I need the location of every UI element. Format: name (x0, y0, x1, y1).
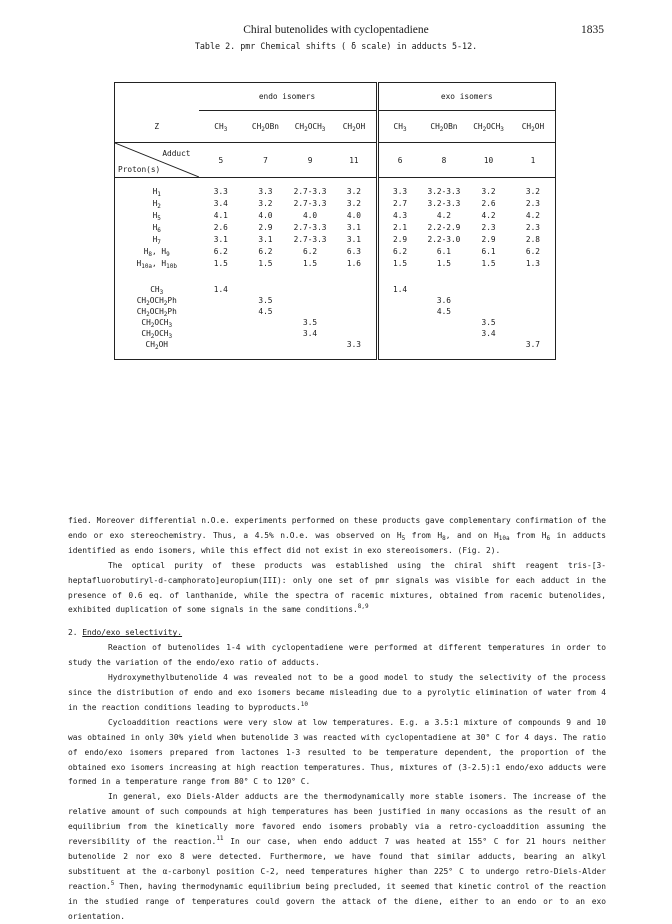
shift-value: 2.1 (377, 222, 422, 234)
protons-label: Proton(s) (118, 165, 161, 174)
shift-value (377, 339, 422, 350)
row-label: $CH_2OCH_3$ (115, 317, 199, 328)
shift-value: 6.2 (377, 246, 422, 258)
shift-value: 2.7-3.3 (293, 187, 327, 196)
shift-value: 3.4 (213, 199, 228, 208)
shift-value (422, 328, 467, 339)
shift-value: 3.3 (258, 187, 273, 196)
z-label: Z (115, 111, 199, 143)
row-label: $H_2$ (115, 198, 199, 210)
row-label: $CH_2OCH_3$ (115, 328, 199, 339)
shift-value: 6.2 (303, 247, 318, 256)
shift-value: 1.5 (303, 259, 318, 268)
shift-value: 1.4 (377, 284, 422, 295)
shift-value (199, 328, 244, 339)
shift-value: 6.2 (258, 247, 273, 256)
shift-value (288, 295, 333, 306)
z-exo: $CH_2OBn$ (430, 122, 458, 133)
adduct-number: 11 (332, 143, 377, 178)
z-exo: $CH_2OCH_3$ (473, 122, 504, 133)
shift-value (422, 284, 467, 295)
adduct-label: Adduct (162, 149, 191, 158)
shift-value: 3.7 (511, 339, 556, 350)
shift-value (199, 295, 244, 306)
shift-value (377, 295, 422, 306)
z-endo: $CH_2OH$ (342, 122, 366, 133)
shift-value: 4.0 (346, 211, 361, 220)
shift-value: 3.3 (213, 187, 228, 196)
proton-row (115, 198, 556, 210)
shift-value (243, 328, 288, 339)
page-number: 1835 (581, 24, 604, 36)
body-text (68, 514, 606, 924)
paragraph-reaction: Reaction of butenolides 1-4 with cyclopentadiene were performed at different temperatures in order to study the variation of the endo/exo ratio of adducts. (68, 643, 606, 668)
proton-row (115, 246, 556, 258)
shift-value: 4.0 (303, 211, 318, 220)
shift-value (511, 284, 556, 295)
z-exo: $CH_2OH$ (511, 111, 556, 143)
shift-value (199, 317, 244, 328)
shift-value (288, 284, 333, 295)
adduct-number: 1 (511, 143, 556, 178)
shift-value (332, 295, 377, 306)
substituent-row (115, 284, 556, 295)
row-label: $CH_2OCH_2Ph$ (115, 295, 199, 306)
shift-value: 4.2 (436, 211, 451, 220)
shift-value: 2.7-3.3 (293, 199, 327, 208)
adduct-number: 7 (243, 143, 288, 178)
reference-superscript: 5 (110, 879, 115, 887)
shift-value: 2.8 (511, 234, 556, 246)
running-title: Chiral butenolides with cyclopentadiene (243, 24, 429, 36)
group-exo: exo isomers (377, 83, 556, 111)
z-endo: $CH_2OCH_3$ (294, 122, 326, 133)
row-label: $H_8$, $H_9$ (115, 246, 199, 258)
shift-value: 1.4 (213, 284, 228, 294)
shift-value: 2.6 (213, 223, 228, 232)
shift-value: 6.3 (346, 247, 361, 256)
shift-value: 1.5 (436, 259, 451, 268)
shift-value: 3.1 (258, 235, 273, 244)
row-label: $H_5$ (115, 210, 199, 222)
shift-value (422, 317, 467, 328)
shift-value: 2.9 (377, 234, 422, 246)
shift-value: 4.0 (258, 211, 273, 220)
z-endo: $CH_3$ (214, 122, 228, 133)
shift-value (377, 328, 422, 339)
paragraph-hydroxymethyl: Hydroxymethylbutenolide 4 was revealed not to be a good model to study the selectivity of the process since the distribution of endo and exo isomers became misleading due to a pyrolytic elimination of water from 4 in the reaction conditions leading to byproducts.$^{10}$ (68, 673, 606, 712)
shift-value (243, 339, 288, 350)
shift-value: 1.5 (481, 259, 496, 268)
shift-value: 3.1 (213, 235, 228, 244)
shift-value: 6.2 (213, 247, 228, 256)
shift-value: 2.6 (481, 199, 496, 208)
shift-value (332, 284, 377, 295)
group-endo: endo isomers (199, 83, 378, 111)
shift-value (511, 295, 556, 306)
shift-value: 3.3 (346, 339, 361, 349)
adduct-number: 6 (377, 143, 422, 178)
shift-value: 3.4 (303, 328, 318, 338)
shift-value: 3.2 (258, 199, 273, 208)
shift-value: 3.2 (346, 199, 361, 208)
shift-value: 3.1 (346, 223, 361, 232)
shift-value: 1.3 (511, 258, 556, 270)
adduct-number: 10 (466, 143, 511, 178)
shift-value: 1.5 (377, 258, 422, 270)
proton-row (115, 234, 556, 246)
shift-value: 3.1 (346, 235, 361, 244)
shift-value: 3.2-3.3 (427, 187, 461, 196)
reference-superscript: 11 (216, 835, 224, 843)
row-label: $CH_2OCH_2Ph$ (115, 306, 199, 317)
shift-value: 4.5 (436, 306, 451, 316)
shift-value: 2.2-3.0 (427, 235, 461, 244)
shift-value: 3.3 (377, 186, 422, 198)
row-label: $CH_2OH$ (115, 339, 199, 350)
shift-value: 2.3 (511, 222, 556, 234)
shift-value: 2.2-2.9 (427, 223, 461, 232)
shift-value: 3.2 (481, 187, 496, 196)
proton-row (115, 186, 556, 198)
shift-value: 3.4 (481, 328, 496, 338)
shift-value: 3.5 (258, 295, 273, 305)
shift-value (511, 328, 556, 339)
section-heading: 2. Endo/exo selectivity. (68, 628, 183, 638)
shift-value: 1.6 (346, 259, 361, 268)
paragraph-noe: fied. Moreover differential n.O.e. experiments performed on these products gave complementary confirmation of the endo or exo stereochemistry. Thus, a 4.5% n.O.e. was observed on $H_5$ from $H_8$, and on $H_{10a}$ from $H_6$ in adducts identified as endo isomers, while this effect did not exist in exo stereoisomers. (Fig. 2). (68, 516, 606, 555)
shift-value: 4.5 (258, 306, 273, 316)
substituent-row (115, 295, 556, 306)
shift-value (466, 339, 511, 350)
shift-value: 3.2 (511, 186, 556, 198)
shift-value (511, 306, 556, 317)
pmr-shift-table (114, 82, 556, 360)
shift-value (199, 306, 244, 317)
row-label: $H_6$ (115, 222, 199, 234)
paragraph-thermodynamic: In general, exo Diels-Alder adducts are the thermodynamically more stable isomers. The increase of the relative amount of such compounds at high temperatures has been justified in many occasions as the result of an equilibrium from the kinetically more favored endo isomers probably via a retro-cycloaddition assuming the reversibility of the reaction.$^{11}$ In our case, when endo adduct 7 was heated at 155° C for 21 hours neither butenolide 2 nor exo 8 were detected. Furthermore, we have found that similar adducts, bearing an alkyl substituent at the α-carbonyl position C-2, need temperatures higher than 225° C to undergo retro-Diels-Alder reaction.$^5$ Then, having thermodynamic equilibrium being precluded, it seemed that kinetic control of the reaction in the studied range of temperatures could govern the attack of the diene, either to an endo or to an exo orientation. (68, 792, 606, 921)
shift-value (377, 306, 422, 317)
shift-value (466, 284, 511, 295)
shift-value: 2.9 (258, 223, 273, 232)
reference-superscript: 8,9 (357, 603, 369, 611)
shift-value: 2.7 (377, 198, 422, 210)
proton-row (115, 258, 556, 270)
shift-value: 3.5 (481, 317, 496, 327)
row-label: $H_7$ (115, 234, 199, 246)
reference-superscript: 10 (300, 700, 309, 708)
shift-value: 4.1 (213, 211, 228, 220)
shift-value: 4.2 (481, 211, 496, 220)
shift-value (199, 339, 244, 350)
shift-value: 4.3 (377, 210, 422, 222)
shift-value (332, 306, 377, 317)
z-endo: $CH_2OBn$ (251, 122, 279, 133)
shift-value: 2.7-3.3 (293, 223, 327, 232)
shift-value (332, 317, 377, 328)
paragraph-optical-purity: The optical purity of these products was established using the chiral shift reagent tris-[3-heptafluorobutiryl-d-camphorato]europium(III): only one set of pmr signals was visible for each adduct in the presence of 0.6 eq. of lanthanide, while the spectra of racemic mixtures, obtained from racemic butenolides, exhibited duplication of some signals in the same conditions.$^{8,9}$ (68, 560, 606, 615)
shift-value (288, 339, 333, 350)
shift-value: 2.9 (481, 235, 496, 244)
adduct-number: 9 (288, 143, 333, 178)
paragraph-cycloaddition: Cycloaddition reactions were very slow at low temperatures. E.g. a 3.5:1 mixture of compounds 9 and 10 was obtained in only 30% yield when butenolide 3 was reacted with cyclopentadiene at 30° C for 4 days. The ratio of endo/exo isomers prepared from lactones 1-3 resulted to be temperature dependent, the proportion of the obtained exo isomers increasing at high reaction temperatures. Thus, mixtures of (3-2.5):1 endo/exo adducts were formed in a temperature range from 80° C to 120° C. (68, 717, 606, 787)
shift-value: 3.2-3.3 (427, 199, 461, 208)
shift-value (243, 317, 288, 328)
shift-value (422, 339, 467, 350)
shift-value (466, 295, 511, 306)
running-head (0, 24, 672, 40)
shift-value (377, 317, 422, 328)
shift-value: 2.7-3.3 (293, 235, 327, 244)
row-label: $CH_3$ (115, 284, 199, 295)
shift-value: 3.2 (346, 187, 361, 196)
shift-value: 4.2 (511, 210, 556, 222)
shift-value: 2.3 (481, 223, 496, 232)
shift-value: 6.2 (511, 246, 556, 258)
adduct-number: 8 (422, 143, 467, 178)
shift-value (332, 328, 377, 339)
shift-value (243, 284, 288, 295)
adduct-number: 5 (199, 143, 244, 178)
shift-value (511, 317, 556, 328)
shift-value (466, 306, 511, 317)
table-caption: Table 2. pmr Chemical shifts ( δ scale) in adducts 5-12. (194, 41, 478, 51)
shift-value: 1.5 (258, 259, 273, 268)
shift-value: 6.1 (436, 247, 451, 256)
shift-value: 3.6 (436, 295, 451, 305)
proton-row (115, 210, 556, 222)
z-exo: $CH_3$ (377, 111, 422, 143)
shift-value: 1.5 (213, 259, 228, 268)
substituent-row (115, 306, 556, 317)
proton-row (115, 222, 556, 234)
shift-value: 3.5 (303, 317, 318, 327)
substituent-row (115, 317, 556, 328)
shift-value (288, 306, 333, 317)
row-label: $H_{10a}$, $H_{10b}$ (115, 258, 199, 270)
shift-value: 6.1 (481, 247, 496, 256)
shift-value: 2.3 (511, 198, 556, 210)
substituent-row (115, 328, 556, 339)
row-label: $H_1$ (115, 186, 199, 198)
substituent-row (115, 339, 556, 350)
adduct-proton-diagonal-cell (115, 143, 199, 177)
